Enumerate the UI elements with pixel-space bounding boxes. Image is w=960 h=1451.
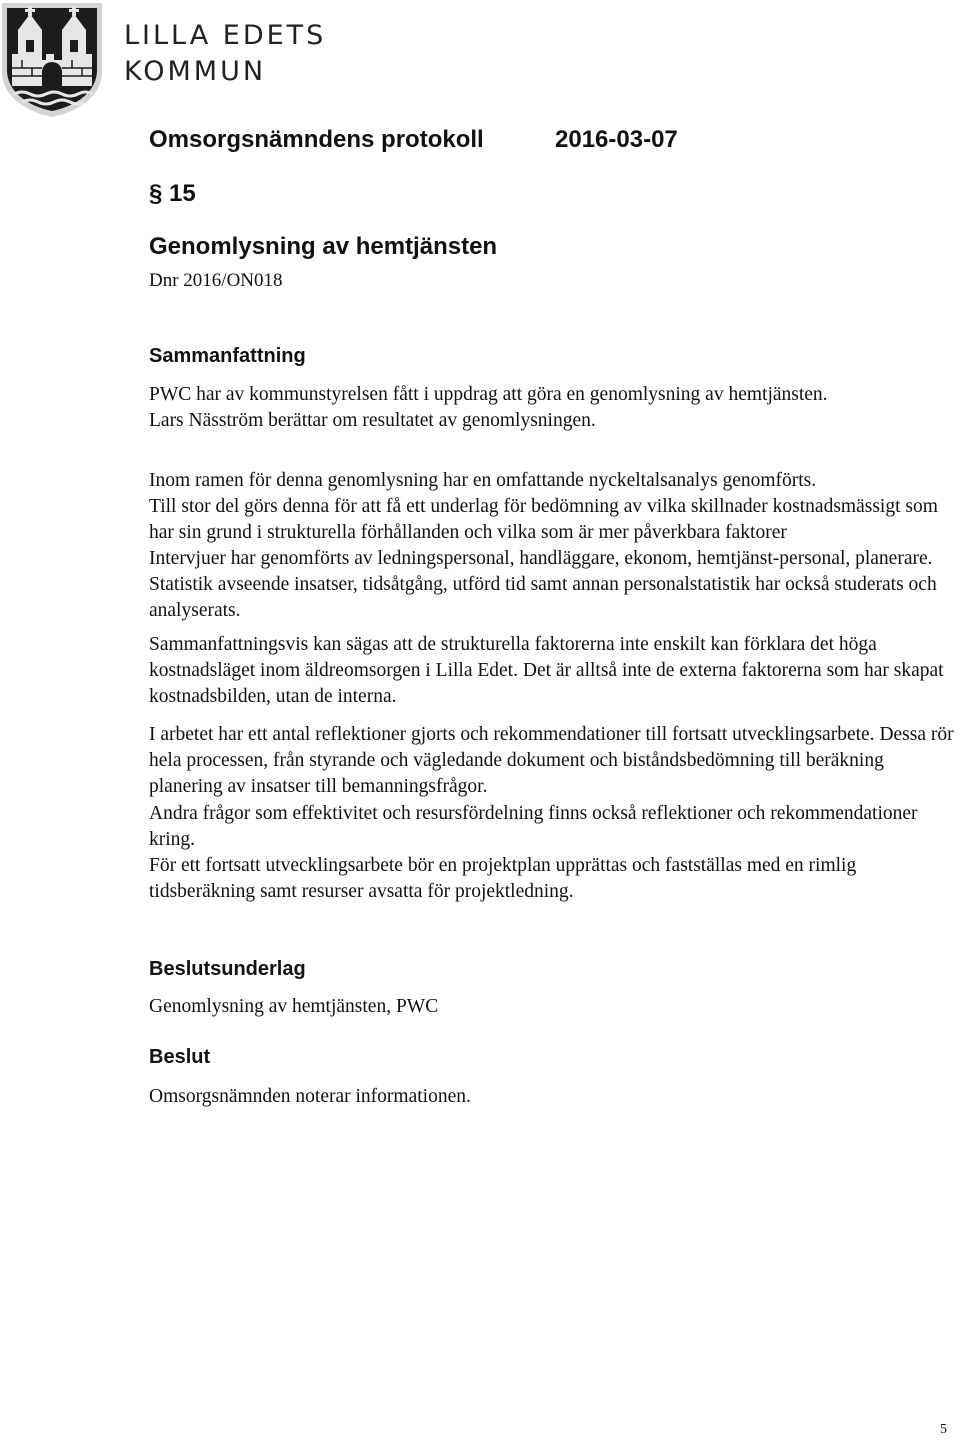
municipality-wordmark — [124, 18, 326, 90]
summary-paragraph-8: Det är alltså inte de externa faktorerna som har skapat kostnadsbilden, utan de interna. — [149, 660, 944, 708]
summary-statistics — [149, 572, 959, 624]
summary-paragraph-3: Inom ramen för denna genomlysning har en omfattande nyckeltalsanalys genomförts. — [149, 470, 817, 491]
protocol-date: 2016-03-07 — [555, 126, 678, 153]
protocol-title — [149, 126, 678, 154]
registration-number: Dnr 2016/ON018 — [149, 270, 283, 291]
summary-analysis — [149, 468, 959, 494]
summary-paragraph-12: För ett fortsatt utvecklingsarbete bör en projektplan upprättas och fastställas med en rimlig tidsberäkning samt resurser avsatta för projektledning. — [149, 855, 857, 903]
summary-intro — [149, 382, 959, 434]
summary-heading: Sammanfattning — [149, 345, 306, 367]
decision-text: Omsorgsnämnden noterar informationen. — [149, 1086, 471, 1107]
decision-basis-heading: Beslutsunderlag — [149, 958, 306, 980]
decision-basis-text: Genomlysning av hemtjänsten, PWC — [149, 996, 439, 1017]
paragraph-number: § 15 — [149, 180, 196, 207]
wordmark-line-1: LILLA EDETS — [124, 20, 327, 51]
summary-conclusion — [149, 632, 959, 711]
municipality-coat-of-arms-logo — [0, 0, 104, 118]
agenda-item-title: Genomlysning av hemtjänsten — [149, 233, 498, 260]
summary-paragraph-1: PWC har av kommunstyrelsen fått i uppdrag att göra en genomlysning av hemtjänsten. — [149, 384, 828, 405]
wordmark-line-2: KOMMUN — [124, 56, 267, 87]
summary-reflections — [149, 722, 959, 905]
summary-body — [149, 494, 959, 573]
summary-paragraph-9: I arbetet har ett antal reflektioner gjorts och rekommendationer till fortsatt utvecklingsarbete. — [149, 724, 875, 745]
decision-heading: Beslut — [149, 1046, 211, 1068]
page-number: 5 — [940, 1422, 947, 1437]
summary-paragraph-2: Lars Näsström berättar om resultatet av genomlysningen. — [149, 410, 596, 432]
summary-paragraph-11: Andra frågor som effektivitet och resursfördelning finns också reflektioner och rekommendationer kring. — [149, 802, 918, 850]
summary-paragraph-7: Sammanfattningsvis kan sägas att de strukturella faktorerna inte enskilt kan förklara det höga kostnadsläget inom äldreomsorgen i Lilla Edet. — [149, 634, 877, 682]
protocol-title-text: Omsorgsnämndens protokoll — [149, 126, 484, 153]
summary-paragraph-5: Intervjuer har genomförts av ledningspersonal, handläggare, ekonom, hemtjänst-personal, planerare. — [149, 548, 933, 570]
summary-paragraph-6: Statistik avseende insatser, tidsåtgång, utförd tid samt annan personalstatistik har också studerats och analyserats. — [149, 574, 937, 622]
summary-paragraph-10: Dessa rör hela processen, från styrande och vägledande dokument och biståndsbedömning till beräkning planering av insatser till bemanningsfrågor. — [149, 724, 954, 798]
summary-paragraph-4: Till stor del görs denna för att få ett underlag för bedömning av vilka skillnader kostnadsmässigt som har sin grund i strukturella förhållanden och vilka som är mer påverkbara faktorer — [149, 496, 938, 544]
